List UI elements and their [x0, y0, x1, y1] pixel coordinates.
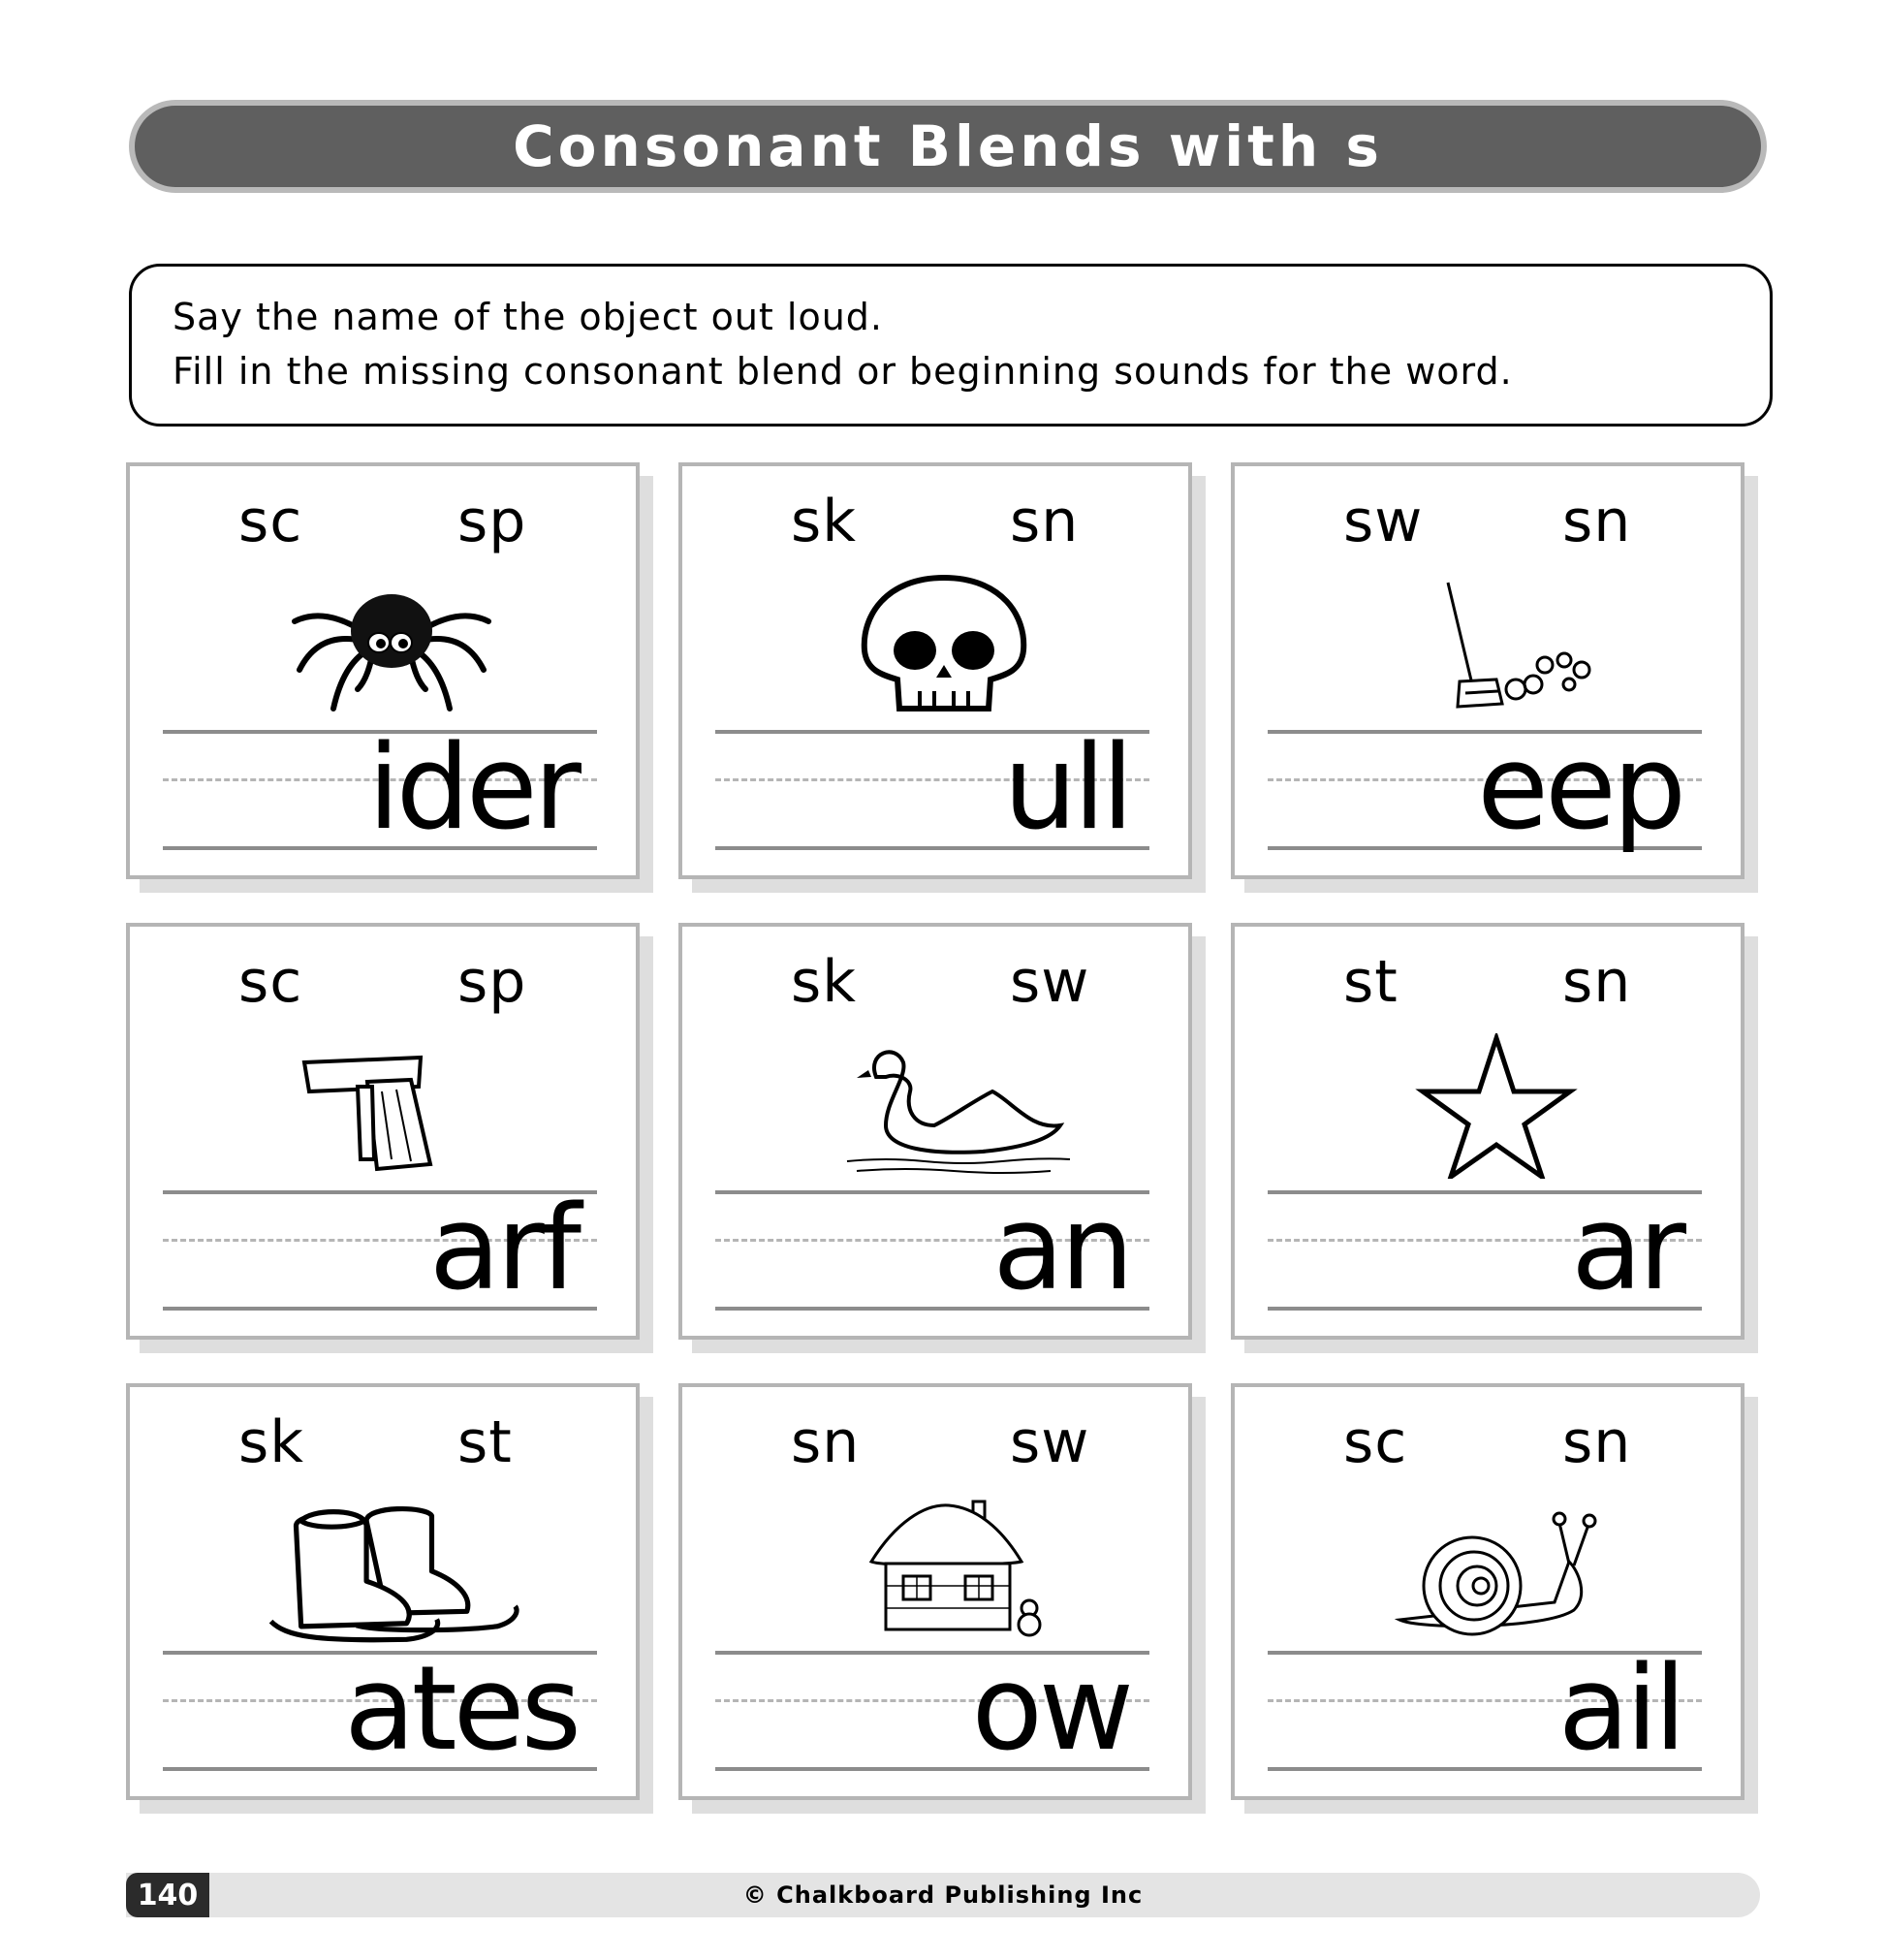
spider-icon: [275, 573, 508, 718]
skates-icon: [256, 1494, 527, 1659]
card-sweep: [1231, 462, 1745, 879]
word-ending: ates: [344, 1642, 578, 1777]
card-star: [1231, 923, 1745, 1340]
blend-option-left[interactable]: sk: [791, 488, 858, 555]
swan-icon: [803, 1033, 1084, 1179]
card-box: [1231, 1383, 1745, 1800]
page-title: Consonant Blends with s: [513, 113, 1383, 179]
blend-option-left[interactable]: sk: [791, 948, 858, 1016]
blend-option-right[interactable]: sn: [1010, 488, 1080, 555]
skull-icon: [828, 573, 1060, 718]
card-box: [678, 462, 1192, 879]
broom-sweeping-icon: [1380, 573, 1613, 718]
blend-option-right[interactable]: sw: [1010, 1408, 1090, 1476]
card-box: [126, 1383, 640, 1800]
word-ending: ail: [1557, 1642, 1682, 1777]
card-box: [1231, 923, 1745, 1340]
snowy-cabin-icon: [828, 1494, 1060, 1639]
blend-option-right[interactable]: st: [457, 1408, 513, 1476]
scarf-icon: [275, 1033, 508, 1179]
word-ending: ar: [1571, 1182, 1682, 1316]
page-number: 140: [126, 1873, 209, 1917]
card-box: [126, 923, 640, 1340]
blend-option-left[interactable]: sc: [238, 948, 303, 1016]
instructions-box: [129, 264, 1773, 427]
blend-option-right[interactable]: sp: [457, 488, 527, 555]
blend-option-left[interactable]: sn: [791, 1408, 861, 1476]
word-ending: ow: [971, 1642, 1130, 1777]
card-skates: [126, 1383, 640, 1800]
instruction-line-1: Say the name of the object out loud.: [173, 296, 883, 338]
card-box: [126, 462, 640, 879]
card-scarf: [126, 923, 640, 1340]
star-icon: [1380, 1033, 1613, 1179]
copyright-text: © Chalkboard Publishing Inc: [742, 1881, 1144, 1909]
word-ending: eep: [1477, 721, 1682, 856]
instruction-line-2: Fill in the missing consonant blend or beginning sounds for the word.: [173, 350, 1513, 393]
footer-bar: [126, 1873, 1760, 1917]
blend-option-right[interactable]: sn: [1562, 948, 1632, 1016]
card-box: [1231, 462, 1745, 879]
card-skull: [678, 462, 1192, 879]
word-ending: arf: [428, 1182, 578, 1316]
card-box: [678, 1383, 1192, 1800]
blend-option-left[interactable]: sc: [238, 488, 303, 555]
word-ending: ull: [1003, 721, 1130, 856]
blend-option-left[interactable]: st: [1343, 948, 1399, 1016]
card-snow: [678, 1383, 1192, 1800]
blend-option-right[interactable]: sw: [1010, 948, 1090, 1016]
blend-option-right[interactable]: sp: [457, 948, 527, 1016]
snail-icon: [1380, 1494, 1613, 1639]
blend-option-left[interactable]: sw: [1343, 488, 1424, 555]
card-box: [678, 923, 1192, 1340]
title-banner: [129, 100, 1767, 193]
blend-option-left[interactable]: sk: [238, 1408, 305, 1476]
word-ending: ider: [367, 721, 578, 856]
card-spider: [126, 462, 640, 879]
blend-option-right[interactable]: sn: [1562, 1408, 1632, 1476]
word-ending: an: [992, 1182, 1130, 1316]
blend-option-right[interactable]: sn: [1562, 488, 1632, 555]
card-swan: [678, 923, 1192, 1340]
blend-option-left[interactable]: sc: [1343, 1408, 1408, 1476]
card-snail: [1231, 1383, 1745, 1800]
